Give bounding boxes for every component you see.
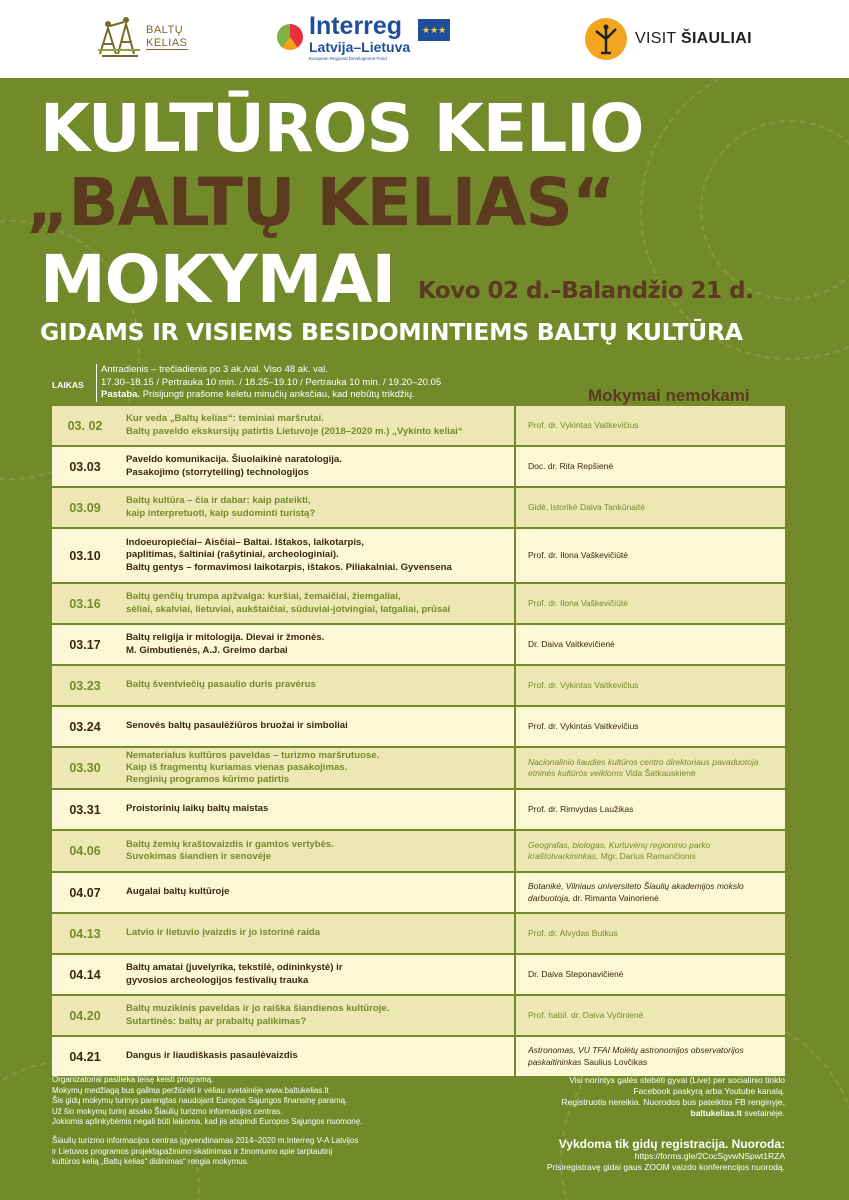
topic-line: paplitimas, šaltiniai (rašytiniai, archeologiniai). bbox=[126, 549, 339, 561]
topic-line: Baltų genčių trumpa apžvalga: kuršiai, žemaičiai, žiemgaliai, bbox=[126, 591, 401, 603]
schedule-row bbox=[52, 1037, 785, 1078]
logo-header bbox=[0, 0, 849, 78]
lecturer-name: Dr. Daiva Vaitkevičienė bbox=[528, 638, 615, 649]
session-date: 04.07 bbox=[69, 885, 101, 900]
visit-city: ŠIAULIAI bbox=[680, 30, 752, 47]
topic-line: Suvokimas šiandien ir senovėje bbox=[126, 851, 272, 862]
topic-line: kaip interpretuoti, kaip sudominti turistą? bbox=[126, 507, 316, 519]
topic-line: Baltų amatai (juvelyrika, tekstilė, odininkystė) ir bbox=[126, 962, 343, 974]
logo-baltu-line1: BALTŲ bbox=[146, 23, 184, 36]
topic-line: Sutartinės: baltų ar prabaltų palikimas? bbox=[126, 1015, 307, 1027]
session-date: 03.30 bbox=[69, 761, 101, 775]
interreg-sub: Latvija–Lietuva bbox=[309, 39, 411, 55]
session-date: 03.24 bbox=[69, 719, 101, 734]
lecturer-name: Prof. dr. Ilona Vaškevičiūtė bbox=[528, 597, 629, 608]
session-lecturer bbox=[516, 529, 785, 582]
session-topic bbox=[118, 488, 516, 527]
schedule-row bbox=[52, 406, 785, 447]
footer-left-line: kultūros kelią „Baltų kelias“ didinimas“ rengia mokymus. bbox=[52, 1157, 249, 1167]
lecturer-name: Doc. dr. Rita Repšienė bbox=[528, 460, 614, 471]
session-lecturer bbox=[516, 748, 785, 788]
footer-left-line: ir Lietuvos programos projektąpažinimo skatinimas ir žinomumo apie tarptautinį bbox=[52, 1146, 333, 1156]
session-lecturer bbox=[516, 625, 785, 664]
title-line3: MOKYMAI bbox=[40, 241, 396, 318]
footer-left-line: Mokymų medžiagą bus galima peržiūrėti ir vėliau svetainėje www.baltukelias.lt bbox=[52, 1085, 329, 1095]
session-topic bbox=[118, 447, 516, 486]
lecturer-role: Astronomas, VU TFAI Molėtų astronomijos observatorijos paskaitininkas bbox=[528, 1045, 744, 1067]
session-lecturer bbox=[516, 406, 785, 445]
footer-left-line: Šis gidų mokymų turinys parengtas naudojant Europos Sąjungos finansinę paramą. bbox=[52, 1096, 348, 1106]
eu-flag-icon: ★★★ bbox=[418, 19, 450, 41]
interreg-logo bbox=[277, 14, 450, 61]
session-date: 04.06 bbox=[69, 844, 101, 858]
footer-left-line: Organizatoriai pasilieka teisę keisti programą. bbox=[52, 1075, 214, 1084]
topic-line: Indoeuropiečiai– Aisčiai– Baltai. Ištakos, laikotarpis, bbox=[126, 537, 364, 549]
schedule-row bbox=[52, 529, 785, 584]
session-date: 03.31 bbox=[69, 802, 101, 817]
schedule-row bbox=[52, 625, 785, 666]
lecturer-role: Geografas, biologas, Kurtuvėnų regioninio parko kraštotvarkininkas, bbox=[528, 839, 711, 861]
session-topic bbox=[118, 625, 516, 664]
session-lecturer bbox=[516, 831, 785, 871]
laikas-info bbox=[96, 364, 441, 402]
footer-left-line: Už šio mokymų turinį atsako Šiaulių turizmo informacijos centras. bbox=[52, 1106, 283, 1116]
topic-line: Baltų paveldo ekskursijų patirtis Lietuvoje (2018–2020 m.) „Vykinto keliai“ bbox=[126, 425, 463, 437]
laikas-label: LAIKAS bbox=[52, 380, 84, 390]
topic-line: gyvosios archeologijos festivalių trauka bbox=[126, 974, 309, 986]
session-topic bbox=[118, 529, 516, 582]
site-link[interactable]: baltukelias.lt bbox=[690, 1108, 742, 1118]
lecturer-name: Prof. dr. Vykintas Vaitkevičius bbox=[528, 419, 639, 430]
footer-left-line: Jokiomis aplinkybėmis negali būti laikoma, kad jis atspindi Europos Sąjungos nuomonę. bbox=[52, 1117, 363, 1127]
session-lecturer bbox=[516, 955, 785, 994]
topic-line: Kur veda „Baltų kelias“: teminiai maršrutai. bbox=[126, 413, 324, 425]
schedule-row bbox=[52, 748, 785, 790]
registration-link[interactable]: https://forms.gle/2CocSgvwNSpwt1RZA bbox=[634, 1151, 785, 1161]
topic-line: Baltų kultūra – čia ir dabar: kaip pateikti, bbox=[126, 495, 311, 507]
schedule-table bbox=[52, 406, 785, 1078]
session-topic bbox=[118, 873, 516, 912]
logo-baltu-line2: KELIAS bbox=[146, 36, 188, 49]
topic-line: Baltų žemių kraštovaizdis ir gamtos vertybės. bbox=[126, 838, 334, 850]
session-date: 04.14 bbox=[69, 967, 101, 982]
session-lecturer bbox=[516, 488, 785, 527]
title-line1: KULTŪROS KELIO bbox=[40, 90, 644, 167]
topic-line: Dangus ir liaudiškasis pasaulėvaizdis bbox=[126, 1050, 298, 1062]
session-date: 03.23 bbox=[69, 678, 101, 693]
laikas-line2: 17.30–18.15 / Pertrauka 10 min. / 18.25–19.10 / Pertrauka 10 min. / 19.20–20.05 bbox=[101, 376, 442, 388]
date-range: Kovo 02 d.–Balandžio 21 d. bbox=[418, 278, 754, 304]
topic-line: Kaip iš fragmentų kuriamas vienas pasakojimas. bbox=[126, 761, 348, 773]
session-date: 03.17 bbox=[69, 637, 101, 652]
lecturer-name: Prof. dr. Ilona Vaškevičiūtė bbox=[528, 549, 629, 560]
lecturer-name: Prof. dr. Vykintas Vaitkevičius bbox=[528, 720, 639, 731]
session-date: 04.13 bbox=[69, 926, 101, 941]
interreg-name: Interreg bbox=[309, 12, 403, 40]
schedule-row bbox=[52, 955, 785, 996]
session-date: 03.16 bbox=[69, 596, 101, 611]
note-label: Pastaba. bbox=[101, 389, 141, 400]
registration-note: Prisiregistravę gidai gaus ZOOM vaizdo konferencijos nuorodą. bbox=[546, 1162, 785, 1172]
topic-line: Paveldo komunikacija. Šiuolaikinė naratologija. bbox=[126, 454, 342, 466]
topic-line: Nematerialus kultūros paveldas – turizmo maršrutuose. bbox=[126, 749, 380, 761]
sundial-figure-icon bbox=[585, 18, 627, 60]
schedule-row bbox=[52, 488, 785, 529]
session-lecturer bbox=[516, 1037, 785, 1076]
topic-line: Proistorinių laikų baltų maistas bbox=[126, 803, 269, 815]
session-topic bbox=[118, 996, 516, 1035]
topic-line: M. Gimbutienės, A.J. Greimo darbai bbox=[126, 644, 288, 656]
baltu-kelias-logo bbox=[96, 14, 188, 60]
topic-line: Renginių programos kūrimo patirtis bbox=[126, 774, 290, 786]
session-date: 03. 02 bbox=[67, 418, 103, 433]
lecturer-name: Mgr. Darius Ramančionis bbox=[600, 851, 696, 861]
session-lecturer bbox=[516, 447, 785, 486]
schedule-row bbox=[52, 790, 785, 831]
lecturer-name: Prof. dr. Alvydas Butkus bbox=[528, 927, 618, 938]
session-topic bbox=[118, 666, 516, 705]
session-topic bbox=[118, 707, 516, 746]
schedule-row bbox=[52, 707, 785, 748]
topic-line: Augalai baltų kultūroje bbox=[126, 886, 230, 898]
session-lecturer bbox=[516, 790, 785, 829]
session-topic bbox=[118, 406, 516, 445]
session-lecturer bbox=[516, 707, 785, 746]
schedule-row bbox=[52, 666, 785, 707]
schedule-row bbox=[52, 447, 785, 488]
session-topic bbox=[118, 955, 516, 994]
topic-line: Baltų muzikinis paveldas ir jo raiška šiandienos kultūroje. bbox=[126, 1003, 390, 1015]
topic-line: Baltų religija ir mitologija. Dievai ir žmonės. bbox=[126, 632, 325, 644]
schedule-row bbox=[52, 996, 785, 1037]
topic-line: Senovės baltų pasaulėžiūros bruožai ir simboliai bbox=[126, 720, 348, 732]
footer-right-line: Facebook paskyrą arba Youtube kanalą. bbox=[633, 1086, 785, 1096]
session-lecturer bbox=[516, 873, 785, 912]
session-date: 04.20 bbox=[69, 1008, 101, 1023]
session-topic bbox=[118, 584, 516, 623]
lecturer-name: dr. Rimanta Vainorienė bbox=[572, 892, 659, 903]
session-topic bbox=[118, 748, 516, 788]
free-label: Mokymai nemokami bbox=[588, 386, 750, 405]
session-date: 04.21 bbox=[69, 1049, 101, 1064]
session-topic bbox=[118, 914, 516, 953]
lecturer-role: Nacionalinio liaudies kultūros centro direktoriaus pavaduotoja etninės kultūros veikloms bbox=[528, 756, 759, 778]
lecturer-name: Gidė, istorikė Daiva Tankūnaitė bbox=[528, 501, 646, 512]
topic-line: Pasakojimo (storrytelling) technologijos bbox=[126, 466, 309, 478]
riders-icon bbox=[96, 14, 142, 60]
footer-right bbox=[455, 1075, 785, 1173]
footer-right-line: Registruotis nereikia. Nuorodos bus pateiktos FB renginyje, bbox=[561, 1097, 785, 1107]
session-lecturer bbox=[516, 666, 785, 705]
footer-left bbox=[52, 1075, 412, 1168]
schedule-row bbox=[52, 831, 785, 873]
topic-line: Latvio ir lietuvio įvaizdis ir jo istorinė raida bbox=[126, 927, 321, 939]
session-date: 03.09 bbox=[69, 500, 101, 515]
session-date: 03.10 bbox=[69, 548, 101, 563]
registration-title: Vykdoma tik gidų registracija. Nuoroda: bbox=[558, 1137, 785, 1151]
session-topic bbox=[118, 831, 516, 871]
session-lecturer bbox=[516, 914, 785, 953]
topic-line: sėliai, skalviai, lietuviai, aukštaičiai, sūduviai-jotvingiai, latgaliai, prūsai bbox=[126, 603, 451, 615]
session-topic bbox=[118, 1037, 516, 1076]
subtitle: GIDAMS IR VISIEMS BESIDOMINTIEMS BALTŲ KULTŪRA bbox=[40, 318, 743, 346]
lecturer-name: Dr. Daiva Steponavičienė bbox=[528, 968, 624, 979]
site-suffix: svetainėje. bbox=[742, 1108, 785, 1118]
note-text: Prisijungti prašome keletu minučių anksčiau, kad nebūtų trikdžių. bbox=[140, 389, 415, 400]
topic-line: Baltų gentys – formavimosi laikotarpis, ištakos. Piliakalniai. Gyvensena bbox=[126, 561, 452, 573]
schedule-row bbox=[52, 914, 785, 955]
lecturer-name: Prof. dr. Rimvydas Laužikas bbox=[528, 803, 634, 814]
lecturer-name: Prof. dr. Vykintas Vaitkevičius bbox=[528, 679, 639, 690]
visit-siauliai-logo bbox=[585, 18, 752, 60]
laikas-note bbox=[101, 389, 441, 402]
session-topic bbox=[118, 790, 516, 829]
title-line2: „BALTŲ KELIAS“ bbox=[26, 164, 615, 241]
lecturer-name: Saulius Lovčikas bbox=[583, 1056, 648, 1067]
schedule-row bbox=[52, 584, 785, 625]
lecturer-name: Prof. habil. dr. Daiva Vyčinienė bbox=[528, 1009, 644, 1020]
schedule-row bbox=[52, 873, 785, 914]
lecturer-name: Vida Šatkauskienė bbox=[625, 768, 696, 778]
visit-prefix: VISIT bbox=[635, 30, 677, 47]
topic-line: Baltų šventviečių pasaulio duris pravėrus bbox=[126, 679, 316, 691]
interreg-fund: European Regional Development Fund bbox=[309, 55, 387, 61]
footer-right-line: Visi norintys galės stebėti gyvai (Live) per socialinio tinklo bbox=[569, 1075, 785, 1085]
session-date: 03.03 bbox=[69, 459, 101, 474]
interreg-swirl-icon bbox=[277, 24, 303, 50]
session-lecturer bbox=[516, 584, 785, 623]
footer-left-line: Šiaulių turizmo informacijos centras įgyvendinamas 2014–2020 m.Interreg V-A Latvijos bbox=[52, 1135, 359, 1145]
session-lecturer bbox=[516, 996, 785, 1035]
lecturer-role: Botanikė, Vilniaus universiteto Šiaulių akademijos mokslo darbuotoja, bbox=[528, 881, 744, 903]
laikas-line1: Antradienis – trečiadienis po 3 ak./val. Viso 48 ak. val. bbox=[101, 364, 328, 375]
